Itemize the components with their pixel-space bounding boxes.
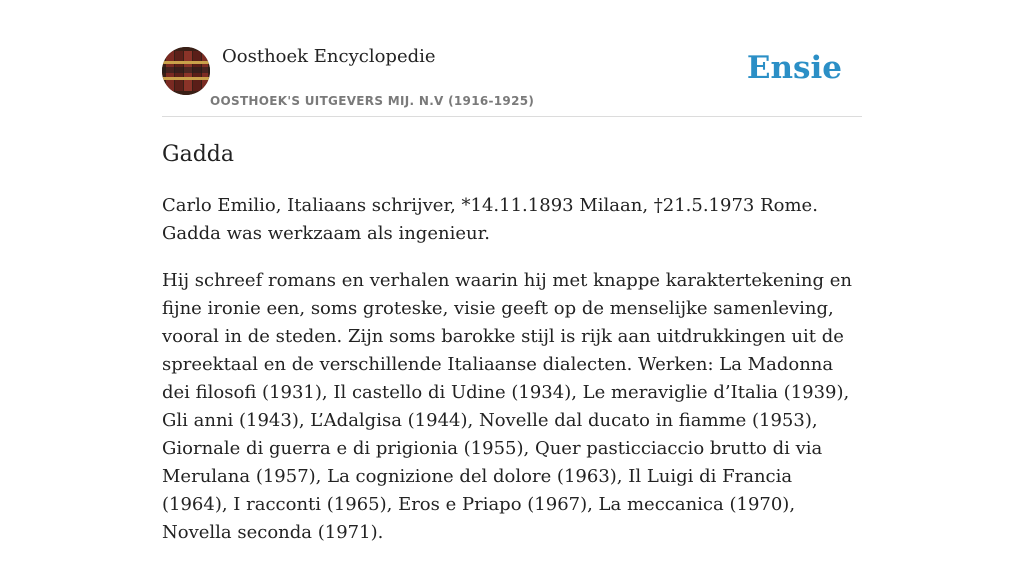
entry-paragraph: Hij schreef romans en verhalen waarin hij met knappe karaktertekening en fijne ironie een, soms groteske, visie geeft op de menselijke samenleving, vooral in de steden. Zijn soms barokke stijl is rijk aan uitdrukkingen uit de spreektaal en de verschillende Italiaanse dialecten. Werken: La Madonna dei filosofi (1931), Il castello di Udine (1934), Le meraviglie d’Italia (1939), Gli anni (1943), L’Adalgisa (1944), Novelle dal ducato in fiamme (1953), Giornale di guerra e di prigionia (1955), Quer pasticciaccio brutto di via Merulana (1957), La cognizione del dolore (1963), Il Luigi di Francia (1964), I racconti (1965), Eros e Priapo (1967), La meccanica (1970), Novella seconda (1971). bbox=[162, 270, 852, 543]
entry-title: Gadda bbox=[162, 142, 234, 167]
source-title[interactable]: Oosthoek Encyclopedie bbox=[222, 46, 436, 67]
entry-body bbox=[162, 192, 862, 566]
source-header bbox=[162, 0, 862, 117]
page-container bbox=[162, 0, 862, 543]
source-subtitle: OOSTHOEK'S UITGEVERS MIJ. N.V (1916-1925) bbox=[210, 94, 535, 108]
entry-paragraph: Carlo Emilio, Italiaans schrijver, *14.11.1893 Milaan, †21.5.1973 Rome. Gadda was werkzaam als ingenieur. bbox=[162, 195, 818, 244]
brand-logo[interactable]: Ensie bbox=[746, 50, 842, 86]
book-spines-icon[interactable] bbox=[162, 47, 210, 95]
